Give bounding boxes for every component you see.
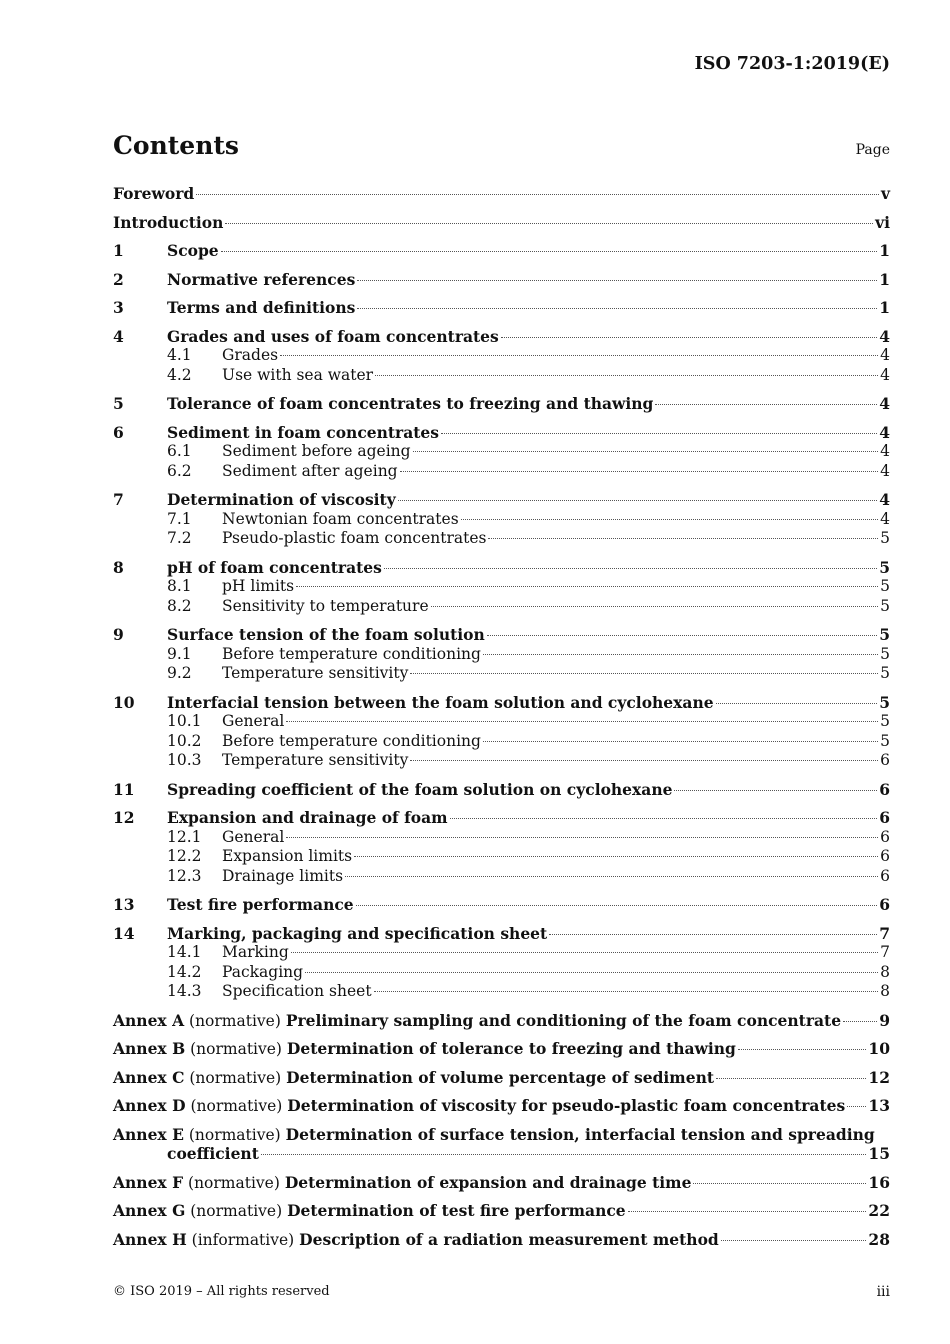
toc-subentry[interactable] [113,847,890,867]
dot-leader [843,1021,877,1022]
toc-subentry-number: 4.1 [167,346,192,364]
annex-entry[interactable] [113,1173,890,1193]
dot-leader [374,991,879,992]
toc-entry-page: 5 [879,625,890,644]
annex-entry[interactable] [113,1096,890,1116]
dot-leader [716,703,878,704]
page-footer [113,1284,890,1300]
annex-heading [113,1173,691,1194]
toc-entry-number: 6 [113,422,124,442]
annex-label: Annex B [113,1039,186,1058]
annex-entry[interactable] [113,1230,890,1250]
toc-subentry-page: 5 [880,731,890,750]
toc-entry-number: 13 [113,895,135,914]
toc-entry-page: 4 [879,490,890,509]
toc-subentry-page: 6 [880,751,890,769]
toc-entry-title: Determination of viscosity [167,490,396,509]
dot-leader [847,1106,866,1107]
page-number: iii [876,1284,890,1300]
toc-entry-group [113,693,890,771]
toc-subentry-page: 5 [880,529,890,547]
annex-label: Annex D [113,1096,186,1115]
document-id: ISO 7203-1:2019(E) [694,54,890,74]
toc-subentry-number: 6.2 [167,461,192,480]
toc-entry-page: 4 [879,422,890,442]
dot-leader [483,741,878,742]
toc-subentry-number: 7.1 [167,509,192,528]
toc-subentry-page: 5 [880,712,890,730]
toc-subentry-title: pH limits [222,577,295,595]
dot-leader [221,251,878,252]
annex-title-continuation: coefficient [167,1144,259,1163]
dot-leader [356,905,878,906]
toc-entry[interactable] [113,780,890,800]
toc-subentry[interactable] [113,366,890,386]
toc-subentry[interactable] [113,529,890,549]
toc-subentry-page: 5 [880,596,890,615]
annex-entry[interactable] [113,1068,890,1088]
toc-entry[interactable] [113,327,890,347]
toc-entry[interactable] [113,184,890,204]
dot-leader [461,519,878,520]
toc-subentry-title: Marking [222,943,289,961]
toc-entry-group [113,924,890,1002]
annex-type: (normative) [188,1173,280,1192]
toc-entry-number: 7 [113,490,124,509]
toc-subentry-page: 6 [880,827,890,846]
toc-entry-page: 1 [879,241,890,260]
toc-entry-group [113,327,890,386]
annex-title: Determination of test fire performance [287,1201,626,1220]
copyright-notice: © ISO 2019 – All rights reserved [113,1284,330,1299]
toc-subentry-number: 10.2 [167,731,202,750]
dot-leader [375,375,878,376]
toc-subentry-title: Specification sheet [222,982,372,1000]
annex-entry-group [113,1068,890,1088]
annex-label: Annex C [113,1067,185,1087]
dot-leader [196,194,879,195]
toc-subentry-number: 4.2 [167,365,192,384]
annex-entry-group [113,1096,890,1116]
dot-leader [286,721,878,722]
toc-entry[interactable] [113,423,890,443]
toc-entry-title: Interfacial tension between the foam solution and cyclohexane [167,692,714,712]
dot-leader [487,635,877,636]
toc-entry-number: 4 [113,326,124,346]
toc-subentry-title: Expansion limits [222,847,353,865]
toc-entry-title: Surface tension of the foam solution [167,625,485,644]
annex-title: Determination of tolerance to freezing and thawing [286,1039,736,1058]
annex-entry-group [113,1230,890,1250]
toc-entry-number: 9 [113,625,124,644]
toc-subentry[interactable] [113,645,890,665]
dot-leader [280,355,878,356]
annex-page: 13 [868,1096,890,1115]
toc-subentry-number: 14.2 [167,962,202,981]
toc-entry-title: Introduction [113,212,224,232]
dot-leader [345,876,878,877]
toc-entry-number: 1 [113,241,124,260]
annex-title: Preliminary sampling and conditioning of the foam concentrate [285,1010,842,1030]
annex-type: (normative) [188,1125,281,1144]
dot-leader [483,654,878,655]
annex-page: 9 [879,1010,890,1030]
toc-subentry-number: 10.3 [167,751,202,769]
annex-page: 28 [868,1229,890,1249]
toc-subentry-title: Before temperature conditioning [222,731,481,750]
dot-leader [354,856,878,857]
annex-label: Annex H [113,1229,187,1249]
toc-entry[interactable] [113,625,890,645]
toc-subentry-page: 4 [880,509,890,528]
toc-subentry-number: 12.2 [167,847,202,865]
dot-leader [296,586,878,587]
toc-subentry[interactable] [113,597,890,617]
toc-subentry-number: 6.1 [167,442,192,460]
toc-entry-title: Foreword [113,184,195,203]
annex-label: Annex F [113,1172,184,1192]
toc-entry-title: Scope [167,241,219,260]
toc-subentry[interactable] [113,963,890,983]
dot-leader [291,952,878,953]
dot-leader [261,1154,867,1155]
toc-entry-number: 10 [113,692,135,712]
toc-entry-group [113,895,890,915]
toc-entry-number: 5 [113,394,124,413]
annex-heading [113,1201,626,1222]
toc-entry-title: Test fire performance [167,895,354,914]
toc-entry-title: Grades and uses of foam concentrates [167,326,499,346]
toc-subentry-number: 12.3 [167,866,202,885]
toc-entry-title: Spreading coefficient of the foam solution on cyclohexane [167,779,673,799]
toc-entry-page: 4 [879,394,890,413]
toc-entry[interactable] [113,924,890,944]
annex-page: 10 [868,1039,890,1058]
toc-subentry-number: 9.2 [167,664,192,682]
dot-leader [450,818,878,819]
dot-leader [501,337,877,338]
toc-entry-page: 1 [879,269,890,289]
contents-header [113,131,890,160]
toc-entry[interactable] [113,213,890,233]
toc-subentry-number: 10.1 [167,712,202,730]
dot-leader [441,433,877,434]
page-column-label: Page [855,142,890,158]
annex-entry[interactable] [113,1039,890,1059]
toc-subentry[interactable] [113,510,890,530]
annex-entry-group [113,1011,890,1031]
toc-subentry-title: Before temperature conditioning [222,644,481,663]
annex-type: (normative) [189,1011,281,1030]
toc-entry[interactable] [113,895,890,915]
annex-page: 16 [868,1172,890,1192]
annex-label: Annex E [113,1124,184,1144]
toc-subentry-number: 8.1 [167,577,192,595]
annex-label: Annex A [113,1010,185,1030]
toc-entry-number: 14 [113,923,135,943]
dot-leader [549,934,877,935]
dot-leader [721,1240,867,1241]
dot-leader [305,972,878,973]
annex-page: 15 [868,1144,890,1163]
toc-subentry[interactable] [113,346,890,366]
toc-subentry-title: General [222,827,285,846]
toc-entry-title: Tolerance of foam concentrates to freezing and thawing [167,394,654,413]
toc-entry-group [113,808,890,886]
toc-subentry-title: Newtonian foam concentrates [222,509,459,528]
toc-entry-title: Terms and definitions [167,298,356,317]
toc-subentry-title: Grades [222,346,279,364]
toc-entry-title: Marking, packaging and specification sheet [167,923,548,943]
dot-leader [410,760,878,761]
annex-heading [113,1096,845,1117]
dot-leader [431,606,879,607]
toc-entry-group [113,394,890,414]
annex-entry-group [113,1173,890,1193]
toc-subentry-title: Sensitivity to temperature [222,596,429,615]
toc-entry[interactable] [113,270,890,290]
toc-subentry[interactable] [113,732,890,752]
toc-entry-number: 8 [113,557,124,577]
dot-leader [398,500,877,501]
dot-leader [384,568,877,569]
annex-heading [113,1068,714,1089]
annex-title: Description of a radiation measurement method [299,1229,719,1249]
toc-subentry-title: Packaging [222,962,304,981]
dot-leader [488,538,878,539]
toc-subentry-number: 9.1 [167,644,192,663]
toc-entry-title: pH of foam concentrates [167,557,382,577]
toc-entry-title: Expansion and drainage of foam [167,808,448,827]
toc-entry-group [113,270,890,290]
annex-heading [113,1230,719,1251]
toc-subentry[interactable] [113,943,890,963]
annex-type: (normative) [189,1068,282,1087]
toc-subentry[interactable] [113,442,890,462]
toc-subentry-number: 12.1 [167,827,202,846]
toc-entry-page: 6 [879,895,890,914]
table-of-contents [113,184,890,1258]
dot-leader [716,1078,866,1079]
toc-entry-page: 4 [879,326,890,346]
annex-entry[interactable] [113,1201,890,1221]
dot-leader [674,790,877,791]
toc-entry-title: Normative references [167,269,356,289]
dot-leader [357,280,877,281]
dot-leader [738,1049,867,1050]
annex-title: Determination of viscosity for pseudo-plastic foam concentrates [287,1096,846,1115]
toc-entry-page: 7 [879,923,890,943]
toc-entry-number: 11 [113,779,135,799]
annex-entry[interactable] [113,1125,890,1145]
annex-type: (informative) [191,1230,295,1249]
annex-heading [113,1011,841,1032]
toc-subentry-title: Temperature sensitivity [222,751,409,769]
toc-subentry-page: 5 [880,664,890,682]
toc-subentry-title: Sediment after ageing [222,461,398,480]
dot-leader [357,308,877,309]
annex-entry[interactable] [113,1011,890,1031]
toc-subentry-number: 7.2 [167,529,192,547]
annex-entry-group [113,1201,890,1221]
toc-subentry-page: 6 [880,847,890,865]
toc-subentry-page: 4 [880,346,890,364]
toc-entry[interactable] [113,693,890,713]
toc-entry[interactable] [113,298,890,318]
annex-type: (normative) [190,1097,283,1115]
toc-subentry[interactable] [113,982,890,1002]
toc-entry[interactable] [113,394,890,414]
toc-subentry-title: Temperature sensitivity [222,664,409,682]
toc-subentry[interactable] [113,462,890,482]
toc-entry-group [113,558,890,617]
toc-subentry-page: 5 [880,644,890,663]
annex-type: (normative) [190,1202,283,1220]
toc-subentry[interactable] [113,664,890,684]
annex-entry-group [113,1039,890,1059]
annex-type: (normative) [190,1040,282,1058]
annex-page: 22 [868,1201,890,1220]
toc-subentry-page: 5 [880,577,890,595]
annex-title: Determination of expansion and drainage time [284,1172,692,1192]
annex-heading [113,1039,736,1060]
page-title: Contents [113,131,240,160]
toc-subentry[interactable] [113,577,890,597]
toc-subentry[interactable] [113,751,890,771]
annex-title: Determination of volume percentage of sediment [286,1067,715,1087]
toc-entry-number: 2 [113,269,124,289]
toc-subentry-title: Pseudo-plastic foam concentrates [222,529,487,547]
toc-entry-group [113,780,890,800]
toc-entry-group [113,625,890,684]
dot-leader [413,451,879,452]
toc-entry-page: v [880,184,890,203]
toc-entry-page: vi [875,212,890,232]
toc-entry[interactable] [113,808,890,828]
toc-subentry-page: 4 [880,365,890,384]
toc-entry-page: 1 [879,298,890,317]
annex-entry-continuation[interactable] [113,1144,890,1164]
toc-subentry-page: 4 [880,461,890,480]
toc-entry-page: 5 [879,557,890,577]
toc-entry[interactable] [113,558,890,578]
toc-entry-page: 6 [879,808,890,827]
toc-entry-page: 6 [879,779,890,799]
toc-subentry-page: 8 [880,962,890,981]
annex-label: Annex G [113,1201,186,1220]
toc-entry-group [113,241,890,261]
toc-subentry-title: Sediment before ageing [222,442,411,460]
toc-subentry-page: 8 [880,982,890,1000]
toc-entry-page: 5 [879,692,890,712]
toc-subentry-number: 14.1 [167,943,202,961]
toc-entry-group [113,298,890,318]
toc-subentry-number: 8.2 [167,596,192,615]
toc-entry-number: 12 [113,808,135,827]
toc-entry[interactable] [113,241,890,261]
toc-subentry-title: Use with sea water [222,365,374,384]
dot-leader [286,837,878,838]
toc-entry-title: Sediment in foam concentrates [167,422,439,442]
toc-entry-group [113,423,890,482]
toc-subentry-number: 14.3 [167,982,202,1000]
toc-entry[interactable] [113,490,890,510]
dot-leader [225,223,873,224]
annex-page: 12 [868,1067,890,1087]
toc-subentry-page: 6 [880,866,890,885]
annex-title: Determination of surface tension, interfacial tension and spreading [285,1124,875,1144]
toc-entry-group [113,213,890,233]
toc-subentry[interactable] [113,712,890,732]
dot-leader [693,1183,866,1184]
toc-entry-number: 3 [113,298,124,317]
toc-entry-group [113,184,890,204]
toc-entry-group [113,490,890,549]
dot-leader [628,1211,867,1212]
toc-subentry-page: 7 [880,943,890,961]
dot-leader [400,471,879,472]
toc-subentry-title: General [222,712,285,730]
toc-subentry-title: Drainage limits [222,866,344,885]
toc-subentry[interactable] [113,828,890,848]
toc-subentry-page: 4 [880,442,890,460]
toc-subentry[interactable] [113,867,890,887]
dot-leader [410,673,878,674]
annex-entry-group [113,1125,890,1164]
dot-leader [655,404,877,405]
